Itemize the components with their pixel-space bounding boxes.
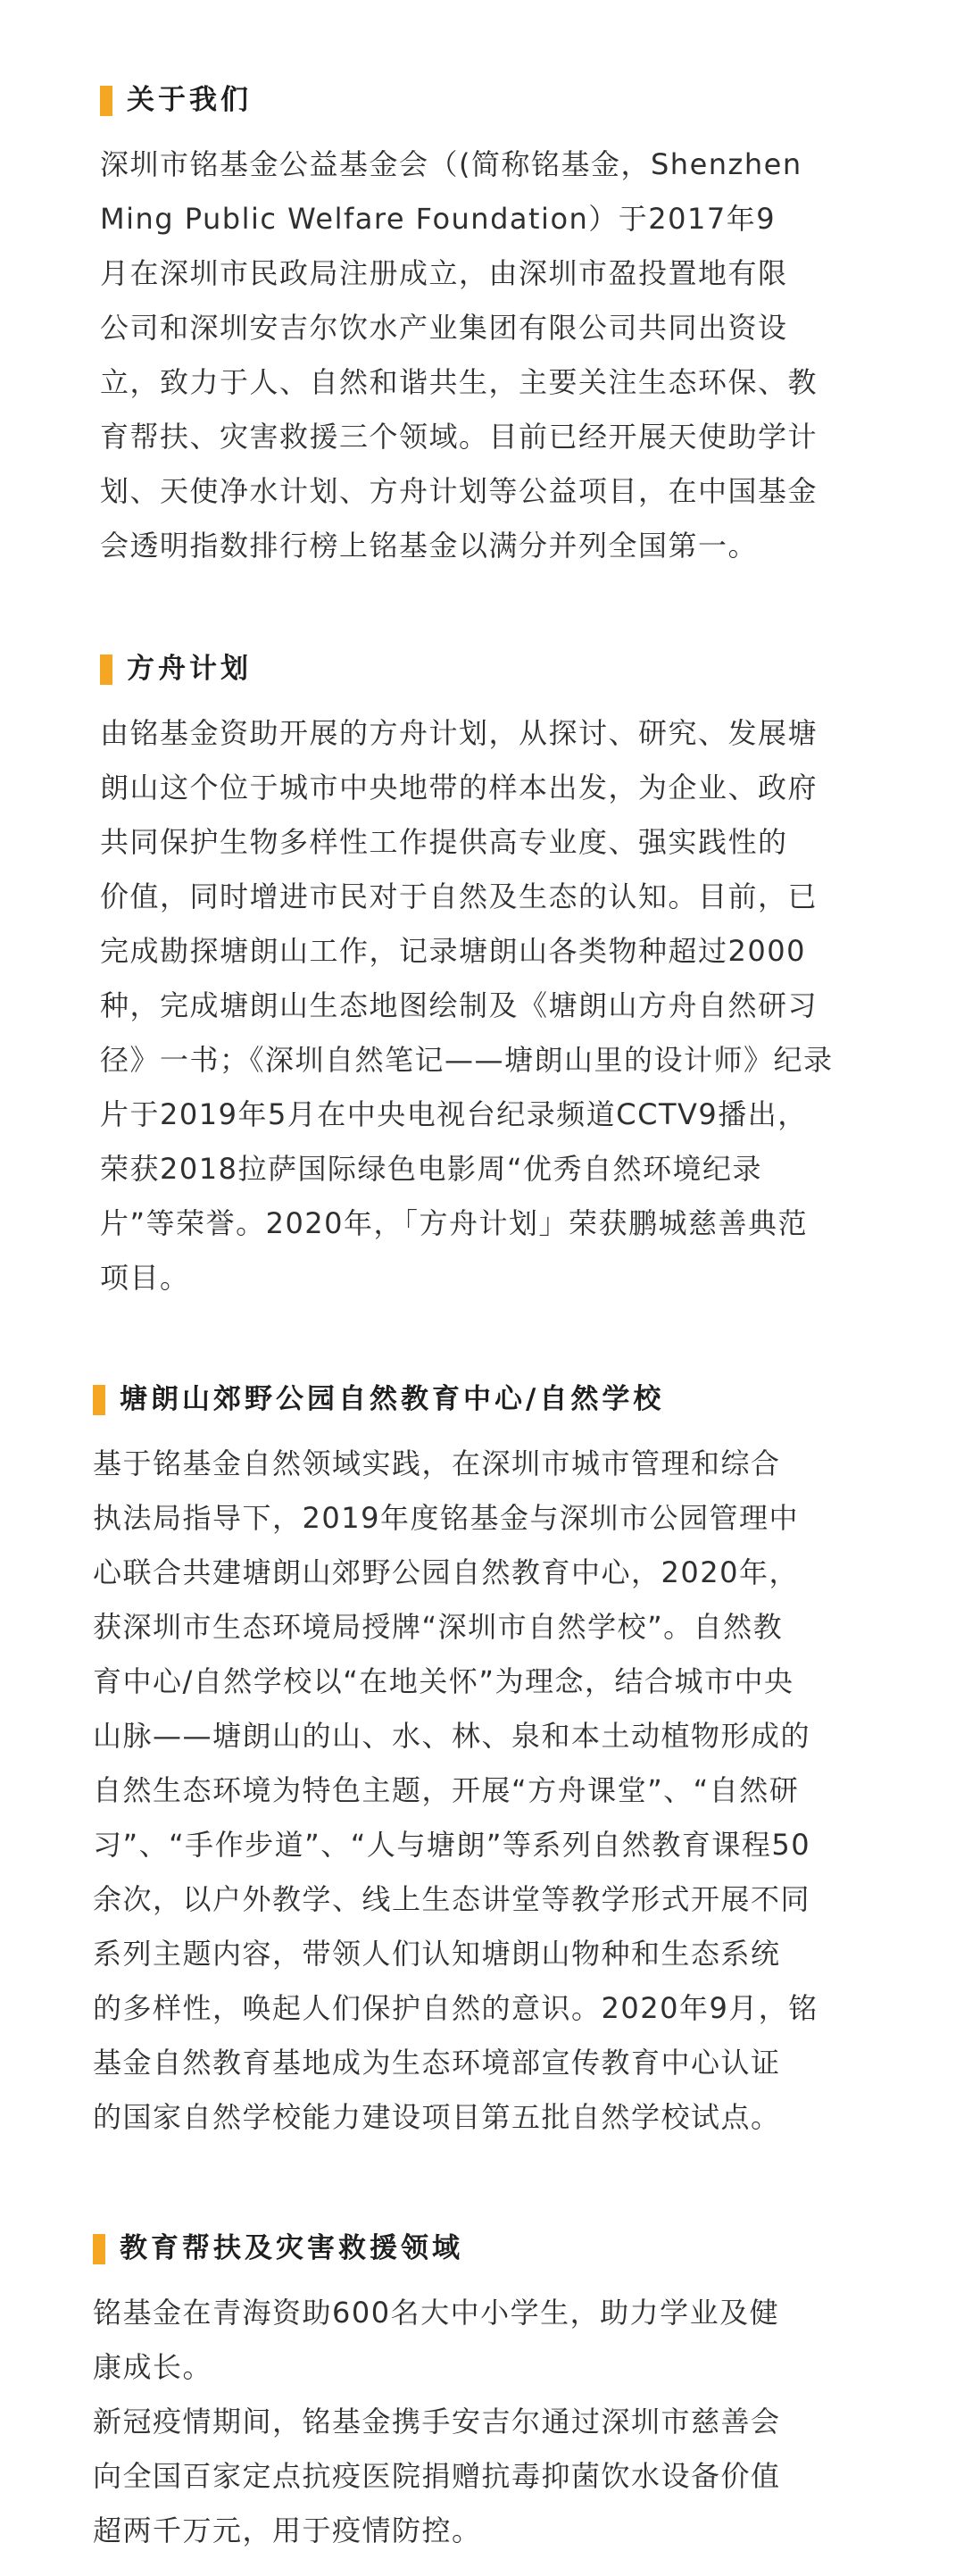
section-title: 关于我们 [127, 84, 252, 116]
text-line: 向全国百家定点抗疫医院捐赠抗毒抑菌饮水设备价值 [93, 2459, 781, 2493]
text-line: 划、天使净水计划、方舟计划等公益项目，在中国基金 [100, 474, 819, 508]
text-line: 新冠疫情期间，铭基金携手安吉尔通过深圳市慈善会 [93, 2405, 781, 2438]
section-ark-plan [0, 649, 964, 1295]
section-title: 方舟计划 [127, 653, 252, 685]
text-line: 康成长。 [93, 2350, 213, 2384]
text-line: 片于2019年5月在中央电视台纪录频道CCTV9播出， [100, 1097, 808, 1131]
text-line: 基金自然教育基地成为生态环境部宣传教育中心认证 [93, 2046, 781, 2080]
text-line: 完成勘探塘朗山工作，记录塘朗山各类物种超过2000 [100, 934, 806, 968]
text-line: 心联合共建塘朗山郊野公园自然教育中心，2020年， [93, 1555, 799, 1589]
heading-accent-bar [93, 1385, 105, 1415]
heading-accent-bar [100, 86, 112, 116]
text-line: 育帮扶、灾害救援三个领域。目前已经开展天使助学计 [100, 420, 819, 454]
text-line: 片”等荣誉。2020年，「方舟计划」荣获鹏城慈善典范 [100, 1206, 809, 1240]
text-line: 执法局指导下，2019年度铭基金与深圳市公园管理中 [93, 1501, 799, 1535]
text-line: 习”、“手作步道”、“人与塘朗”等系列自然教育课程50 [93, 1828, 811, 1862]
text-line: 公司和深圳安吉尔饮水产业集团有限公司共同出资设 [100, 311, 788, 345]
text-line: 径》一书；《深圳自然笔记——塘朗山里的设计师》纪录 [100, 1043, 834, 1077]
section-about-us [0, 80, 964, 563]
section-education-relief [0, 2229, 964, 2547]
section-heading [0, 2229, 964, 2268]
text-line: 育中心/自然学校以“在地关怀”为理念，结合城市中央 [93, 1664, 794, 1698]
text-line: 共同保护生物多样性工作提供高专业度、强实践性的 [100, 825, 788, 859]
text-line: 基于铭基金自然领域实践，在深圳市城市管理和综合 [93, 1446, 781, 1480]
text-line: 月在深圳市民政局注册成立，由深圳市盈投置地有限 [100, 256, 788, 290]
section-heading [0, 80, 964, 120]
section-heading [0, 649, 964, 688]
text-line: 价值，同时增进市民对于自然及生态的认知。目前，已 [100, 880, 819, 913]
text-line: 由铭基金资助开展的方舟计划，从探讨、研究、发展塘 [100, 716, 819, 750]
text-line: 的多样性，唤起人们保护自然的意识。2020年9月，铭 [93, 1991, 819, 2025]
section-body [93, 2286, 781, 2558]
text-line: 铭基金在青海资助600名大中小学生，助力学业及健 [93, 2296, 780, 2330]
text-line: Ming Public Welfare Foundation）于2017年9 [100, 202, 777, 236]
heading-accent-bar [100, 654, 112, 685]
section-body [100, 138, 818, 573]
section-body [100, 706, 834, 1305]
text-line: 项目。 [100, 1261, 190, 1295]
section-nature-school [0, 1380, 964, 2134]
text-line: 余次，以户外教学、线上生态讲堂等教学形式开展不同 [93, 1882, 811, 1916]
text-line: 立，致力于人、自然和谐共生，主要关注生态环保、教 [100, 365, 819, 399]
heading-accent-bar [93, 2234, 105, 2264]
text-line: 自然生态环境为特色主题，开展“方舟课堂”、“自然研 [93, 1773, 800, 1807]
text-line: 系列主题内容，带领人们认知塘朗山物种和生态系统 [93, 1937, 781, 1971]
text-line: 荣获2018拉萨国际绿色电影周“优秀自然环境纪录 [100, 1152, 763, 1186]
text-line: 超两千万元，用于疫情防控。 [93, 2513, 482, 2547]
section-body [93, 1437, 819, 2145]
text-line: 的国家自然学校能力建设项目第五批自然学校试点。 [93, 2100, 781, 2134]
text-line: 深圳市铭基金公益基金会（(简称铭基金，Shenzhen [100, 147, 802, 181]
text-line: 会透明指数排行榜上铭基金以满分并列全国第一。 [100, 529, 759, 563]
section-title: 教育帮扶及灾害救援领域 [120, 2232, 463, 2264]
text-line: 获深圳市生态环境局授牌“深圳市自然学校”。自然教 [93, 1610, 784, 1644]
text-line: 种，完成塘朗山生态地图绘制及《塘朗山方舟自然研习 [100, 988, 819, 1022]
section-title: 塘朗山郊野公园自然教育中心/自然学校 [120, 1383, 665, 1415]
text-line: 朗山这个位于城市中央地带的样本出发，为企业、政府 [100, 771, 819, 804]
text-line: 山脉——塘朗山的山、水、林、泉和本土动植物形成的 [93, 1719, 811, 1753]
section-heading [0, 1380, 964, 1419]
